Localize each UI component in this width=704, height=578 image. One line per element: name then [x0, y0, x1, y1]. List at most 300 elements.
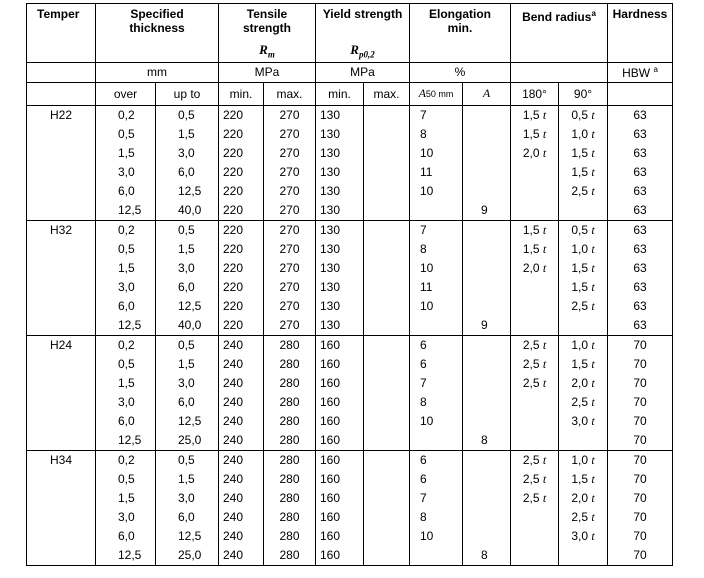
cell-a50: 11 [410, 163, 463, 182]
cell-tensile-max: 280 [264, 374, 316, 393]
cell-a50: 6 [410, 335, 463, 355]
cell-tensile-max: 280 [264, 527, 316, 546]
cell-bend-90: 0,5 t [559, 105, 608, 125]
thickness-symbol: t [542, 490, 547, 505]
cell-tensile-min: 220 [219, 259, 264, 278]
cell-over: 3,0 [96, 393, 156, 412]
cell-a [463, 297, 511, 316]
cell-a50: 10 [410, 182, 463, 201]
cell-over: 6,0 [96, 297, 156, 316]
cell-bend-90 [559, 316, 608, 336]
cell-a50 [410, 546, 463, 566]
cell-yield-min: 130 [316, 163, 364, 182]
cell-a50: 8 [410, 240, 463, 259]
header-tensile-strength: Tensile strength $R_m$ [219, 4, 316, 63]
thickness-symbol: t [591, 126, 595, 141]
cell-tensile-min: 220 [219, 201, 264, 221]
thickness-symbol: t [542, 471, 547, 486]
unit-mm: mm [96, 62, 219, 82]
cell-tensile-max: 280 [264, 431, 316, 451]
thickness-symbol: t [591, 356, 595, 371]
sub-tensile-max: max. [264, 82, 316, 105]
cell-temper [27, 297, 96, 316]
cell-over: 3,0 [96, 163, 156, 182]
cell-tensile-max: 270 [264, 297, 316, 316]
cell-bend-90: 1,0 t [559, 125, 608, 144]
cell-yield-min: 160 [316, 355, 364, 374]
cell-bend-90: 1,5 t [559, 259, 608, 278]
cell-hardness: 63 [608, 297, 673, 316]
cell-tensile-max: 280 [264, 489, 316, 508]
cell-bend-180 [511, 546, 559, 566]
cell-up-to: 25,0 [156, 546, 219, 566]
table-row [27, 240, 673, 259]
thickness-symbol: t [542, 126, 547, 141]
cell-tensile-min: 240 [219, 508, 264, 527]
cell-yield-max [364, 374, 410, 393]
thickness-symbol: t [591, 241, 595, 256]
sub-up-to: up to [156, 82, 219, 105]
cell-yield-min: 130 [316, 105, 364, 125]
tensile-symbol: $R_m$ [259, 42, 275, 60]
cell-up-to: 40,0 [156, 316, 219, 336]
cell-hardness: 70 [608, 527, 673, 546]
cell-a50: 6 [410, 470, 463, 489]
cell-up-to: 1,5 [156, 240, 219, 259]
cell-over: 0,5 [96, 470, 156, 489]
cell-yield-max [364, 240, 410, 259]
cell-hardness: 70 [608, 450, 673, 470]
table-row [27, 412, 673, 431]
thickness-symbol: t [591, 394, 595, 409]
cell-over: 1,5 [96, 259, 156, 278]
unit-bend-empty [511, 62, 608, 82]
cell-tensile-min: 220 [219, 105, 264, 125]
cell-yield-min: 160 [316, 470, 364, 489]
cell-temper [27, 431, 96, 451]
thickness-symbol: t [591, 222, 595, 237]
cell-bend-180: 2,0 t [511, 144, 559, 163]
cell-bend-90: 1,0 t [559, 450, 608, 470]
sub-a50: A50 mm [410, 82, 463, 105]
table-row [27, 508, 673, 527]
cell-tensile-min: 240 [219, 374, 264, 393]
cell-tensile-max: 270 [264, 278, 316, 297]
cell-bend-180 [511, 412, 559, 431]
thickness-symbol: t [542, 356, 547, 371]
cell-yield-min: 160 [316, 508, 364, 527]
cell-tensile-max: 270 [264, 201, 316, 221]
cell-hardness: 70 [608, 374, 673, 393]
cell-temper [27, 489, 96, 508]
properties-table-container [26, 3, 673, 566]
thickness-symbol: t [591, 490, 595, 505]
cell-temper [27, 355, 96, 374]
cell-a50: 8 [410, 508, 463, 527]
cell-up-to: 6,0 [156, 393, 219, 412]
cell-yield-min: 130 [316, 182, 364, 201]
cell-bend-180 [511, 508, 559, 527]
thickness-symbol: t [591, 528, 595, 543]
cell-bend-90: 1,0 t [559, 335, 608, 355]
thickness-symbol: t [542, 241, 547, 256]
cell-up-to: 12,5 [156, 527, 219, 546]
cell-tensile-min: 240 [219, 450, 264, 470]
cell-hardness: 70 [608, 355, 673, 374]
cell-yield-min: 160 [316, 374, 364, 393]
cell-a [463, 393, 511, 412]
cell-yield-max [364, 489, 410, 508]
thickness-symbol: t [591, 183, 595, 198]
table-row [27, 431, 673, 451]
cell-hardness: 70 [608, 412, 673, 431]
cell-tensile-max: 280 [264, 508, 316, 527]
cell-bend-90: 1,5 t [559, 470, 608, 489]
cell-bend-180 [511, 278, 559, 297]
table-row [27, 527, 673, 546]
cell-bend-90: 2,5 t [559, 508, 608, 527]
cell-yield-max [364, 259, 410, 278]
cell-yield-max [364, 508, 410, 527]
cell-over: 12,5 [96, 201, 156, 221]
cell-hardness: 63 [608, 182, 673, 201]
cell-up-to: 12,5 [156, 297, 219, 316]
cell-bend-180: 2,5 t [511, 355, 559, 374]
cell-bend-180 [511, 393, 559, 412]
unit-mpa-yield: MPa [316, 62, 410, 82]
table-row [27, 374, 673, 393]
cell-bend-90 [559, 201, 608, 221]
cell-hardness: 63 [608, 240, 673, 259]
cell-a50: 7 [410, 105, 463, 125]
thickness-symbol: t [591, 375, 595, 390]
header-hardness: Hardness [608, 4, 673, 63]
cell-tensile-max: 270 [264, 163, 316, 182]
cell-a [463, 144, 511, 163]
cell-hardness: 70 [608, 470, 673, 489]
cell-bend-90: 3,0 t [559, 527, 608, 546]
table-row [27, 163, 673, 182]
cell-hardness: 63 [608, 316, 673, 336]
sub-tensile-min: min. [219, 82, 264, 105]
cell-yield-min: 130 [316, 144, 364, 163]
cell-yield-max [364, 335, 410, 355]
cell-over: 0,5 [96, 125, 156, 144]
cell-tensile-min: 240 [219, 393, 264, 412]
thickness-symbol: t [591, 164, 595, 179]
cell-a50 [410, 431, 463, 451]
cell-yield-min: 130 [316, 220, 364, 240]
table-row [27, 259, 673, 278]
cell-hardness: 63 [608, 105, 673, 125]
cell-bend-180 [511, 163, 559, 182]
cell-tensile-min: 240 [219, 412, 264, 431]
cell-temper [27, 163, 96, 182]
cell-over: 1,5 [96, 489, 156, 508]
cell-yield-max [364, 182, 410, 201]
header-yield-strength: Yield strength $R_{p0,2}$ [316, 4, 410, 63]
cell-tensile-max: 280 [264, 393, 316, 412]
header-specified-thickness: Specified thickness [96, 4, 219, 63]
cell-tensile-min: 220 [219, 125, 264, 144]
cell-a [463, 374, 511, 393]
cell-over: 12,5 [96, 546, 156, 566]
cell-a [463, 335, 511, 355]
sub-hardness-empty [608, 82, 673, 105]
cell-bend-180: 2,5 t [511, 450, 559, 470]
sub-temper-empty [27, 82, 96, 105]
cell-a [463, 163, 511, 182]
header-bend-radius: Bend radius$^a$ [511, 4, 608, 63]
cell-a50: 10 [410, 144, 463, 163]
cell-tensile-max: 270 [264, 316, 316, 336]
cell-yield-max [364, 355, 410, 374]
cell-hardness: 63 [608, 201, 673, 221]
cell-a50: 7 [410, 489, 463, 508]
table-row [27, 316, 673, 336]
cell-temper [27, 240, 96, 259]
cell-bend-180 [511, 527, 559, 546]
cell-temper: H24 [27, 335, 96, 355]
cell-hardness: 63 [608, 278, 673, 297]
cell-yield-min: 130 [316, 278, 364, 297]
cell-temper [27, 278, 96, 297]
cell-bend-90: 3,0 t [559, 412, 608, 431]
cell-temper [27, 125, 96, 144]
cell-tensile-min: 240 [219, 546, 264, 566]
cell-a [463, 489, 511, 508]
cell-bend-180: 1,5 t [511, 105, 559, 125]
thickness-symbol: t [591, 452, 595, 467]
cell-up-to: 3,0 [156, 259, 219, 278]
cell-bend-90: 1,5 t [559, 144, 608, 163]
cell-yield-min: 160 [316, 489, 364, 508]
cell-tensile-min: 240 [219, 335, 264, 355]
cell-temper [27, 412, 96, 431]
cell-yield-max [364, 316, 410, 336]
thickness-symbol: t [591, 509, 595, 524]
cell-yield-max [364, 450, 410, 470]
cell-a50: 10 [410, 412, 463, 431]
cell-tensile-min: 220 [219, 144, 264, 163]
cell-over: 3,0 [96, 278, 156, 297]
table-row [27, 546, 673, 566]
cell-yield-max [364, 393, 410, 412]
cell-up-to: 0,5 [156, 105, 219, 125]
cell-a [463, 508, 511, 527]
cell-hardness: 70 [608, 393, 673, 412]
cell-temper [27, 182, 96, 201]
cell-over: 1,5 [96, 374, 156, 393]
cell-yield-max [364, 144, 410, 163]
cell-tensile-max: 270 [264, 259, 316, 278]
cell-bend-90: 1,5 t [559, 163, 608, 182]
cell-tensile-max: 270 [264, 125, 316, 144]
table-row [27, 470, 673, 489]
cell-yield-min: 130 [316, 125, 364, 144]
cell-a [463, 527, 511, 546]
cell-yield-max [364, 431, 410, 451]
cell-tensile-min: 240 [219, 470, 264, 489]
cell-yield-min: 160 [316, 546, 364, 566]
cell-bend-90: 1,0 t [559, 240, 608, 259]
cell-a: 8 [463, 546, 511, 566]
sub-over: over [96, 82, 156, 105]
cell-up-to: 0,5 [156, 220, 219, 240]
cell-a50: 6 [410, 355, 463, 374]
table-row [27, 144, 673, 163]
thickness-symbol: t [591, 413, 595, 428]
cell-bend-90: 2,0 t [559, 374, 608, 393]
cell-bend-180: 2,5 t [511, 489, 559, 508]
cell-yield-min: 130 [316, 240, 364, 259]
cell-tensile-max: 270 [264, 144, 316, 163]
cell-up-to: 12,5 [156, 412, 219, 431]
thickness-symbol: t [542, 452, 547, 467]
cell-bend-90 [559, 546, 608, 566]
cell-a [463, 125, 511, 144]
table-row [27, 335, 673, 355]
cell-yield-min: 160 [316, 412, 364, 431]
thickness-symbol: t [591, 107, 595, 122]
cell-bend-180: 1,5 t [511, 240, 559, 259]
header-temper: Temper [27, 4, 96, 63]
cell-a [463, 450, 511, 470]
thickness-symbol: t [591, 337, 595, 352]
cell-tensile-max: 280 [264, 335, 316, 355]
cell-a [463, 220, 511, 240]
cell-tensile-max: 280 [264, 450, 316, 470]
cell-temper [27, 374, 96, 393]
cell-bend-180 [511, 297, 559, 316]
cell-a50: 6 [410, 450, 463, 470]
cell-a [463, 412, 511, 431]
header-elongation: Elongation min. [410, 4, 511, 63]
cell-over: 0,2 [96, 450, 156, 470]
cell-temper [27, 393, 96, 412]
cell-a50: 10 [410, 259, 463, 278]
thickness-symbol: t [542, 222, 547, 237]
cell-bend-180 [511, 316, 559, 336]
cell-yield-min: 160 [316, 527, 364, 546]
table-row [27, 278, 673, 297]
cell-bend-90: 2,5 t [559, 297, 608, 316]
temper-group-h34 [27, 450, 673, 565]
cell-up-to: 1,5 [156, 355, 219, 374]
cell-bend-180: 2,0 t [511, 259, 559, 278]
cell-yield-min: 160 [316, 393, 364, 412]
cell-a50: 8 [410, 125, 463, 144]
thickness-symbol: t [542, 145, 547, 160]
cell-bend-90: 2,5 t [559, 182, 608, 201]
cell-bend-90 [559, 431, 608, 451]
cell-a [463, 105, 511, 125]
cell-a50 [410, 201, 463, 221]
cell-temper [27, 470, 96, 489]
cell-hardness: 70 [608, 335, 673, 355]
table-row [27, 105, 673, 125]
cell-up-to: 1,5 [156, 470, 219, 489]
cell-a50: 7 [410, 374, 463, 393]
cell-tensile-max: 270 [264, 240, 316, 259]
thickness-symbol: t [591, 279, 595, 294]
cell-yield-min: 160 [316, 335, 364, 355]
thickness-symbol: t [542, 337, 547, 352]
cell-yield-min: 130 [316, 259, 364, 278]
cell-tensile-max: 270 [264, 105, 316, 125]
cell-up-to: 6,0 [156, 278, 219, 297]
cell-over: 0,2 [96, 335, 156, 355]
cell-tensile-min: 220 [219, 316, 264, 336]
cell-yield-max [364, 201, 410, 221]
cell-bend-180: 2,5 t [511, 374, 559, 393]
cell-a50: 11 [410, 278, 463, 297]
cell-a [463, 355, 511, 374]
cell-yield-max [364, 470, 410, 489]
cell-a [463, 240, 511, 259]
thickness-symbol: t [542, 375, 547, 390]
temper-group-h24 [27, 335, 673, 450]
cell-a: 8 [463, 431, 511, 451]
temper-group-h22 [27, 105, 673, 220]
cell-a50: 8 [410, 393, 463, 412]
cell-tensile-max: 280 [264, 412, 316, 431]
cell-over: 6,0 [96, 527, 156, 546]
cell-tensile-min: 240 [219, 431, 264, 451]
cell-yield-min: 160 [316, 450, 364, 470]
cell-temper [27, 508, 96, 527]
mechanical-properties-table [26, 3, 673, 566]
cell-yield-max [364, 125, 410, 144]
cell-yield-max [364, 163, 410, 182]
cell-yield-max [364, 546, 410, 566]
cell-temper: H32 [27, 220, 96, 240]
table-row [27, 297, 673, 316]
cell-up-to: 0,5 [156, 335, 219, 355]
sub-a: A [463, 82, 511, 105]
cell-over: 12,5 [96, 316, 156, 336]
cell-tensile-min: 240 [219, 489, 264, 508]
cell-hardness: 63 [608, 125, 673, 144]
cell-a50: 10 [410, 527, 463, 546]
cell-yield-max [364, 527, 410, 546]
cell-tensile-min: 220 [219, 240, 264, 259]
cell-bend-180: 2,5 t [511, 470, 559, 489]
cell-tensile-max: 280 [264, 546, 316, 566]
cell-tensile-min: 220 [219, 220, 264, 240]
cell-yield-max [364, 297, 410, 316]
table-row [27, 125, 673, 144]
cell-bend-180 [511, 182, 559, 201]
unit-mpa-tensile: MPa [219, 62, 316, 82]
cell-over: 6,0 [96, 412, 156, 431]
cell-tensile-min: 220 [219, 163, 264, 182]
cell-a [463, 278, 511, 297]
unit-hbw: HBW $^a$ [608, 62, 673, 82]
cell-yield-max [364, 412, 410, 431]
cell-over: 12,5 [96, 431, 156, 451]
cell-bend-180: 1,5 t [511, 125, 559, 144]
cell-hardness: 70 [608, 546, 673, 566]
cell-bend-90: 2,5 t [559, 393, 608, 412]
cell-tensile-max: 270 [264, 182, 316, 201]
cell-temper: H22 [27, 105, 96, 125]
cell-yield-max [364, 278, 410, 297]
cell-up-to: 3,0 [156, 374, 219, 393]
table-row [27, 220, 673, 240]
cell-bend-90: 1,5 t [559, 355, 608, 374]
table-row [27, 393, 673, 412]
